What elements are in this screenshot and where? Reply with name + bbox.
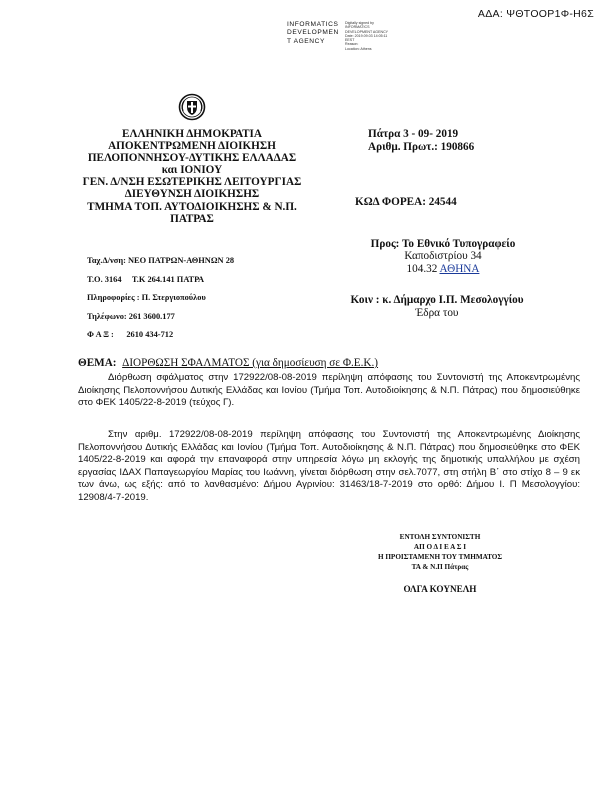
authority-line: ΤΜΗΜΑ ΤΟΠ. ΑΥΤΟΔΙΟΙΚΗΣΗΣ & Ν.Π. bbox=[87, 200, 297, 213]
subject-title: ΔΙΟΡΘΩΣΗ ΣΦΑΛΜΑΤΟΣ (για δημοσίευση σε Φ.Ε.Κ.) bbox=[122, 357, 379, 369]
authority-line: ΠΑΤΡΑΣ bbox=[170, 212, 214, 225]
greek-emblem-icon bbox=[178, 93, 206, 121]
recipient-to: Προς: Το Εθνικό Τυπογραφείο bbox=[370, 238, 516, 250]
body-paragraph-1 bbox=[78, 372, 580, 410]
contact-postal: Τ.Ο. 3164 Τ.Κ 264.141 ΠΑΤΡΑ bbox=[87, 274, 205, 284]
agency-code: ΚΩΔ ΦΟΡΕΑ: 24544 bbox=[355, 196, 457, 208]
recipient-postcode-city bbox=[353, 263, 533, 275]
signature-line: Η ΠΡΟΙΣΤΑΜΕΝΗ ΤΟΥ ΤΜΗΜΑΤΟΣ bbox=[377, 553, 503, 561]
recipient-city-link[interactable]: ΑΘΗΝΑ bbox=[439, 262, 480, 275]
issuing-authority-header bbox=[62, 128, 322, 225]
recipient-street: Καποδιστρίου 34 bbox=[404, 250, 482, 263]
authority-line: ΑΠΟΚΕΝΤΡΩΜΕΝΗ ΔΙΟΙΚΗΣΗ bbox=[108, 140, 276, 153]
issuer-line: DEVELOPMEN bbox=[287, 29, 339, 37]
digital-signature-details bbox=[345, 21, 388, 51]
authority-line: ΠΕΛΟΠΟΝΝΗΣΟΥ-ΔΥΤΙΚΗΣ ΕΛΛΑΔΑΣ bbox=[87, 152, 297, 165]
signature-detail-line: Reason: bbox=[345, 42, 359, 47]
signature-line: ΕΝΤΟΛΗ ΣΥΝΤΟΝΙΣΤΗ bbox=[399, 533, 481, 541]
authority-line: ΕΛΛΗΝΙΚΗ ΔΗΜΟΚΡΑΤΙΑ bbox=[122, 128, 262, 140]
cc-seat: Έδρα του bbox=[415, 306, 459, 319]
subject-label: ΘΕΜΑ: bbox=[78, 357, 117, 369]
contact-address: Ταχ.Δ/νση: ΝΕΟ ΠΑΤΡΩΝ-ΑΘΗΝΩΝ 28 bbox=[87, 256, 235, 265]
signature-line: ΑΠ Ο Δ Ι Ε Α Σ Ι bbox=[413, 543, 467, 551]
authority-line: και ΙΟΝΙΟΥ bbox=[161, 164, 223, 177]
signature-detail-line: Date: 2019.09.03 14:05:11 bbox=[345, 33, 388, 38]
date-and-protocol bbox=[368, 128, 474, 153]
document-date: Πάτρα 3 - 09- 2019 bbox=[368, 128, 459, 140]
signature-detail-line: EEST bbox=[345, 38, 355, 43]
ada-code: ΑΔΑ: ΨΘΤΟΟΡ1Φ-Η6Σ bbox=[477, 8, 594, 20]
signature-line: ΤΑ & Ν.Π Πάτρας bbox=[411, 563, 469, 571]
paragraph-2-text: Στην αριθμ. 172922/08-08-2019 περίληψη απόφασης του Συντονιστή της Αποκεντρωμένης Διοίκησης Πελοποννήσου Δυτικής Ελλάδας και Ιονίου (Τμήμα Τοπ. Αυτοδιοίκησης & Ν.Π. Πάτρας) που δημοσιεύθηκε στο ΦΕΚ 1405/22-8-2019 και αφορά την επαναφορά στην υπηρεσία λόγω μη εκλογής της δημοτικής υπαλλήλου με σχέση εργασίας ΙΔΑΧ Παπαγεωργίου Μαρίας του Ιωάννη, γίνεται διόρθωση στην σελ.7077, στη στήλη Β΄ στο στίχο 8 – 9 εκ των άνω, ως εξής: από το λανθασμένο: Δήμου Αγρινίου: 31463/18-7-2019 στο ορθό: Δήμου Ι. Π Μεσολογγίου: 12908/4-7-2019. bbox=[78, 429, 580, 503]
contact-info-person: Πληροφορίες : Π. Στεργιοπούλου bbox=[87, 293, 206, 302]
paragraph-1-text: Διόρθωση σφάλματος στην 172922/08-08-2019 περίληψη απόφασης του Συντονιστή της Αποκεντρωμένης Διοίκησης Πελοποννήσου Δυτικής Ελλάδας και Ιονίου (Τμήμα Τοπ. Αυτοδιοίκησης & Ν.Π. Πάτρας) που δημοσιεύθηκε στο ΦΕΚ 1405/22-8-2019 (τεύχος Γ). bbox=[78, 372, 580, 409]
signature-detail-line: Location: Athens bbox=[345, 46, 372, 51]
signature-detail-line: INFORMATICS bbox=[345, 25, 370, 30]
cc-block bbox=[337, 294, 537, 319]
authority-line: ΓΕΝ. Δ/ΝΣΗ ΕΣΩΤΕΡΙΚΗΣ ΛΕΙΤΟΥΡΓΙΑΣ bbox=[82, 176, 302, 189]
issuer-line: INFORMATICS bbox=[287, 21, 339, 28]
contact-fax: Φ Α Ξ : 2610 434-712 bbox=[87, 330, 174, 339]
signature-block bbox=[345, 532, 535, 594]
body-paragraph-2 bbox=[78, 429, 580, 505]
issuer-line: T AGENCY bbox=[287, 37, 326, 45]
signature-detail-line: DEVELOPMENT AGENCY bbox=[345, 29, 389, 34]
signatory-name: ΟΛΓΑ ΚΟΥΝΕΛΗ bbox=[403, 584, 477, 594]
cc-recipient: Κοιν : κ. Δήμαρχο Ι.Π. Μεσολογγίου bbox=[350, 294, 524, 306]
recipient-block bbox=[353, 238, 533, 275]
contact-phone: Τηλέφωνο: 261 3600.177 bbox=[87, 311, 175, 321]
contact-details bbox=[87, 256, 234, 349]
protocol-number: Αριθμ. Πρωτ.: 190866 bbox=[368, 140, 475, 153]
authority-line: ΔΙΕΥΘΥΝΣΗ ΔΙΟΙΚΗΣΗΣ bbox=[124, 188, 260, 201]
signature-detail-line: Digitally signed by bbox=[345, 21, 374, 25]
subject-line bbox=[78, 357, 378, 369]
recipient-postcode: 104.32 bbox=[406, 262, 438, 275]
digital-signature-issuer bbox=[287, 21, 339, 46]
